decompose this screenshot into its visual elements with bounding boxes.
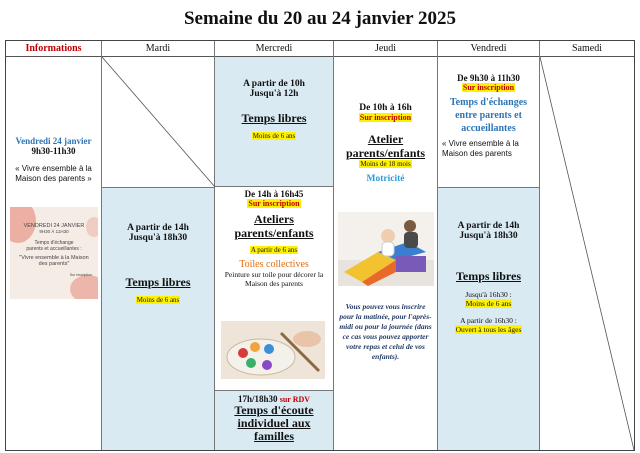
vendredi-afternoon-line1: Jusqu'à 16h30 : [465, 290, 512, 299]
mercredi-afternoon [215, 186, 333, 390]
vendredi-afternoon-time2: Jusqu'à 18h30 [459, 231, 518, 241]
flyer-quote: "Vivre ensemble à la Maison des parents" [19, 255, 89, 267]
header-mercredi: Mercredi [215, 41, 333, 57]
jeudi-inscription: Sur inscription [359, 113, 412, 122]
painting-illustration [221, 321, 325, 379]
vendredi-morning-inscription: Sur inscription [462, 83, 515, 92]
mercredi-evening-activity: Temps d'écoute individuel aux familles [234, 403, 314, 443]
mardi-time1: A partir de 14h [127, 223, 189, 233]
header-samedi: Samedi [540, 41, 634, 57]
mardi-age: Moins de 6 ans [136, 296, 180, 304]
flyer-footer: Sur inscription [69, 273, 92, 277]
jeudi-subtitle: Motricité [366, 174, 405, 184]
flyer-line2: parents et accueillantes : [26, 246, 82, 252]
mercredi-evening [215, 390, 333, 450]
column-samedi [540, 41, 634, 450]
column-vendredi [438, 41, 540, 450]
header-informations: Informations [6, 41, 101, 57]
schedule-table [5, 40, 635, 451]
painting-photo [221, 321, 325, 379]
info-date: Vendredi 24 janvier [15, 136, 92, 146]
page-title: Semaine du 20 au 24 janvier 2025 [183, 8, 456, 29]
jeudi-activity: Atelier parents/enfants [345, 132, 426, 160]
flyer-time: 9H30 À 11H30 [39, 229, 69, 234]
vendredi-morning-desc: « Vivre ensemble à la Maison des parents [442, 139, 519, 158]
mercredi-morning [215, 57, 333, 186]
jeudi-time: De 10h à 16h [359, 103, 412, 113]
mercredi-afternoon-age: A partir de 6 ans [250, 246, 298, 254]
mercredi-evening-time: 17h/18h30 [237, 394, 278, 404]
vendredi-afternoon [438, 187, 539, 450]
mercredi-morning-time1: A partir de 10h [243, 79, 305, 89]
info-block [6, 136, 101, 184]
jeudi-day [334, 57, 437, 450]
vendredi-morning-activity: Temps d'échanges entre parents et accueillantes [449, 97, 528, 134]
column-mardi [102, 41, 215, 450]
mercredi-afternoon-desc: Peinture sur toile pour décorer la Maison des parents [224, 270, 324, 288]
mercredi-afternoon-time: De 14h à 16h45 [244, 189, 304, 199]
vendredi-afternoon-activity: Temps libres [455, 269, 521, 283]
header-mardi: Mardi [102, 41, 214, 57]
info-flyer [10, 207, 98, 299]
vendredi-afternoon-time1: A partir de 14h [457, 221, 520, 231]
mardi-activity: Temps libres [125, 275, 191, 289]
mercredi-morning-age: Moins de 6 ans [252, 132, 296, 140]
motricite-illustration [338, 212, 434, 286]
column-jeudi [334, 41, 438, 450]
vendredi-afternoon-line2: A partir de 16h30 : [460, 316, 517, 325]
header-vendredi: Vendredi [438, 41, 539, 57]
info-time: 9h30-11h30 [31, 146, 76, 156]
flyer-date: VENDREDI 24 JANVIER [23, 223, 85, 229]
mercredi-morning-activity: Temps libres [241, 111, 307, 125]
mardi-afternoon [102, 187, 214, 450]
mercredi-evening-rdv: sur RDV [279, 395, 311, 404]
jeudi-age: Moins de 18 mois [360, 160, 411, 168]
vendredi-morning [438, 57, 539, 187]
mercredi-afternoon-inscription: Sur inscription [248, 199, 300, 208]
vendredi-afternoon-age2: Ouvert à tous les âges [455, 325, 522, 334]
jeudi-note: Vous pouvez vous inscrire pour la matinée, pour l'après-midi ou pour la journée (dans ce cas vous pouvez apporter votre repas et celui de vos enfants). [339, 302, 432, 361]
mardi-time2: Jusqu'à 18h30 [128, 233, 188, 243]
empty-cell-diagonal [540, 57, 634, 450]
vendredi-afternoon-age1: Moins de 6 ans [465, 299, 512, 308]
motricite-photo [338, 212, 434, 286]
info-desc: « Vivre ensemble à la Maison des parents » [15, 164, 92, 183]
mercredi-morning-time2: Jusqu'à 12h [249, 89, 299, 99]
flyer-line1: Temps d'échange [34, 240, 74, 246]
vendredi-morning-time: De 9h30 à 11h30 [457, 73, 520, 83]
empty-cell-diagonal [102, 57, 215, 187]
mercredi-afternoon-activity: Ateliers parents/enfants [234, 212, 314, 240]
mercredi-afternoon-subtitle: Toiles collectives [239, 259, 309, 270]
header-jeudi: Jeudi [334, 41, 437, 57]
column-mercredi [215, 41, 334, 450]
column-informations [6, 41, 102, 450]
